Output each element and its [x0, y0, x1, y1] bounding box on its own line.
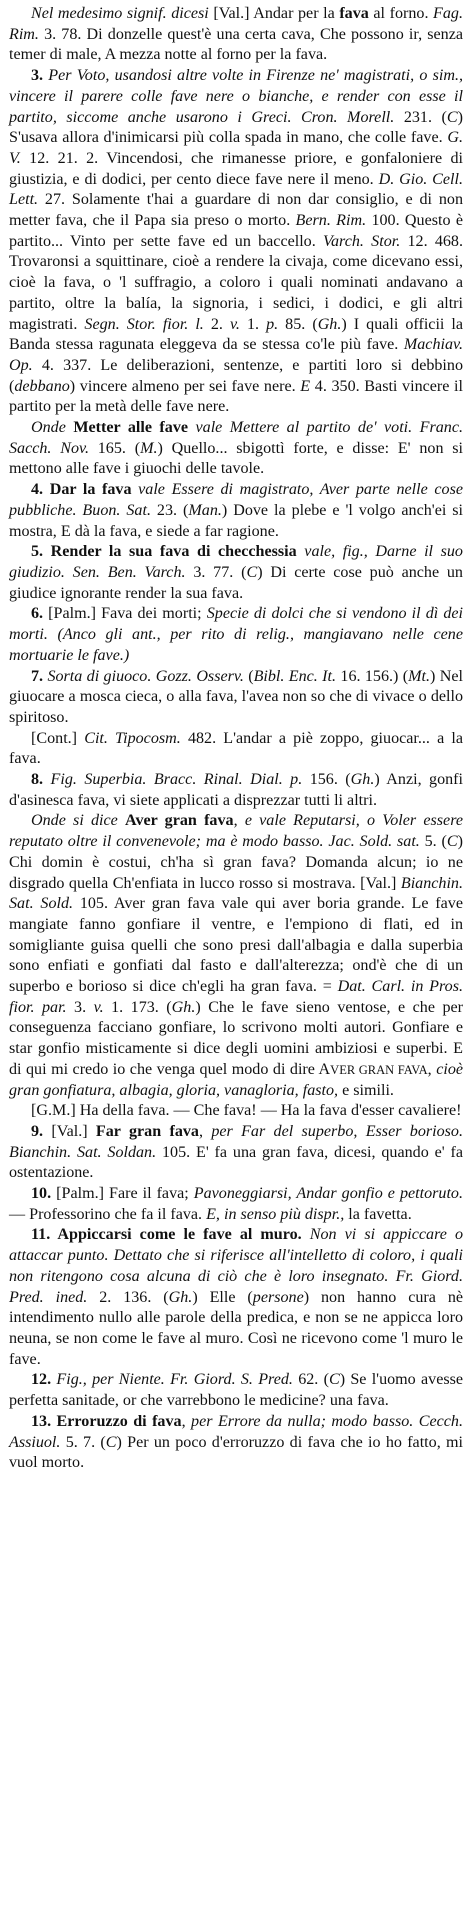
entry-sense-8: 8. Fig. Superbia. Bracc. Rinal. Dial. p. 156. (Gh.) Anzi, gonfi d'asinesca fava, vi siete applicati a disprezzar tutti li altri. [9, 771, 463, 809]
entry-sense-3: 3. Per Voto, usandosi altre volte in Firenze ne' magistrati, o sim., vincere il parere colle fave nere o bianche, e render con esse il partito, siccome anche usarono i Greci. Cron. Morell. 231. (C) S'usava allora d'inimicarsi più colla spada in mano, che colle fave. G. V. 12. 21. 2. Vincendosi, che rimanesse priore, e gonfaloniere di giustizia, e di dodici, per cento diece fave nere il meno. D. Gio. Cell. Lett. 27. Solamente t'hai a guardare di non dar consiglio, e di non metter fava, che il Papa sia preso o morto. Bern. Rim. 100. Questo è partito... Vinto per sette fave ed un baccello. Varch. Stor. 12. 468. Trovaronsi a squittinare, cioè a rendere la civaja, come dicevano essi, cioè la fava, o 'l suffragio, a coloro i quali nominati andavano a partito, oltre la balía, la signoria, i sedici, i dodici, e gli altri magistrati. Segn. Stor. fior. l. 2. v. 1. p. 85. (Gh.) I quali officii la Banda stessa ragunata eleggeva da se stessa co'le più fave. Machiav. Op. 4. 337. Le deliberazioni, sentenze, e partiti loro si debbino (debbano) vincere almeno per sei fave nere. E 4. 350. Basti vincere il partito per la metà delle fave nere. [9, 67, 464, 416]
entry-sense-7-cont: [Cont.] Cit. Tipocosm. 482. L'andar a piè zoppo, giuocar... a la fava. [9, 729, 463, 768]
entry-sense-3-metter-alle-fave: Onde Metter alle fave vale Mettere al partito de' voti. Franc. Sacch. Nov. 165. (M.) Quello... sbigottì forte, e disse: E' non si mettono alle fave i giuochi delle tavole. [9, 419, 463, 478]
entry-sense-9: 9. [Val.] Far gran fava, per Far del superbo, Esser borioso. Bianchin. Sat. Soldan. 105. E' fa una gran fava, dicesi, quando e' fa ostentazione. [9, 1122, 463, 1182]
entry-sense-5: 5. Render la sua fava di checchessia vale, fig., Darne il suo giudizio. Sen. Ben. Varch. 3. 77. (C) Di certe cose può anche un giudice ignorante render la sua fava. [9, 543, 463, 602]
entry-sense-8-aver-gran-fava: Onde si dice Aver gran fava, e vale Reputarsi, o Voler essere reputato oltre il convenevole; ma è modo basso. Jac. Sold. sat. 5. (C) Chi domin è costui, ch'ha sì gran fava? Domanda alcun; io ne disgrado quella Ch'enfiata in lucco rosso si mostrava. [Val.] Bianchin. Sat. Sold. 105. Aver gran fava vale qui aver boria grande. Le fave mangiate fanno gonfiare il ventre, e l'empiono di flati, ed in somigliante guisa quelli che sono presi dall'albagia e dalla superbia sono enfiati e gonfiati dal fasto e dall'alterezza; ond'è che di un superbo e borioso si dice ch'egli ha gran fava. = Dat. Carl. in Pros. fior. par. 3. v. 1. 173. (Gh.) Che le fave sieno ventose, e che per conseguenza facciano gonfiare, lo scrivono molti autori. Gonfiare e star gonfio misticamente si dice degli uomini ambiziosi e superbi. E di qui mi credo io che venga quel modo di dire AVER GRAN FAVA, cioè gran gonfiatura, albagia, gloria, vanagloria, fasto, e simili. [9, 812, 464, 1099]
entry-sense-4: 4. Dar la fava vale Essere di magistrato, Aver parte nelle cose pubbliche. Buon. Sat. 23. (Man.) Dove la plebe e 'l volgo anch'ei si mostra, E dà la fava, e siede a far ragione. [9, 481, 463, 540]
entry-sense-10: 10. [Palm.] Fare il fava; Pavoneggiarsi, Andar gonfio e pettoruto. — Professorino che fa il fava. E, in senso più dispr., la favetta. [9, 1185, 463, 1223]
entry-sense-7: 7. Sorta di giuoco. Gozz. Osserv. (Bibl. Enc. It. 16. 156.) (Mt.) Nel giuocare a mosca cieca, o alla fava, l'avea non so che di vivace o dello spiritoso. [9, 667, 463, 726]
entry-para-1: Nel medesimo signif. dicesi [Val.] Andar per la fava al forno. Fag. Rim. 3. 78. Di donzelle quest'è una certa cava, Che possono ir, senza temer di male, A mezza notte al forno per la fava. [9, 5, 463, 64]
entry-sense-13: 13. Erroruzzo di fava, per Errore da nulla; modo basso. Cecch. Assiuol. 5. 7. (C) Per un poco d'erroruzzo di fava che io ho fatto, mi vuol morto. [9, 1412, 463, 1472]
entry-sense-6: 6. [Palm.] Fava dei morti; Specie di dolci che si vendono il dì dei morti. (Anco gli ant., per rito di relig., mangiavano nelle cene mortuarie le fave.) [9, 605, 463, 664]
dictionary-column [9, 4, 463, 1474]
entry-sense-8-gm: [G.M.] Ha della fava. — Che fava! — Ha la fava d'esser cavaliere! [31, 1102, 462, 1120]
entry-sense-12: 12. Fig., per Niente. Fr. Giord. S. Pred. 62. (C) Se l'uomo avesse perfetta sanitade, or che varrebbono le medicine? una fava. [9, 1371, 464, 1410]
entry-sense-11: 11. Appiccarsi come le fave al muro. Non vi si appiccare o attaccar punto. Dettato che si riferisce all'intelletto di coloro, i quali non ritengono cosa alcuna di ciò che è loro insegnato. Fr. Giord. Pred. ined. 2. 136. (Gh.) Elle (persone) non hanno cura nè intendimento nullo alle parole della predica, e non se ne appicca loro neuna, se non come le fave al muro. Così ne ricevono come 'l muro le fave. [9, 1226, 464, 1368]
